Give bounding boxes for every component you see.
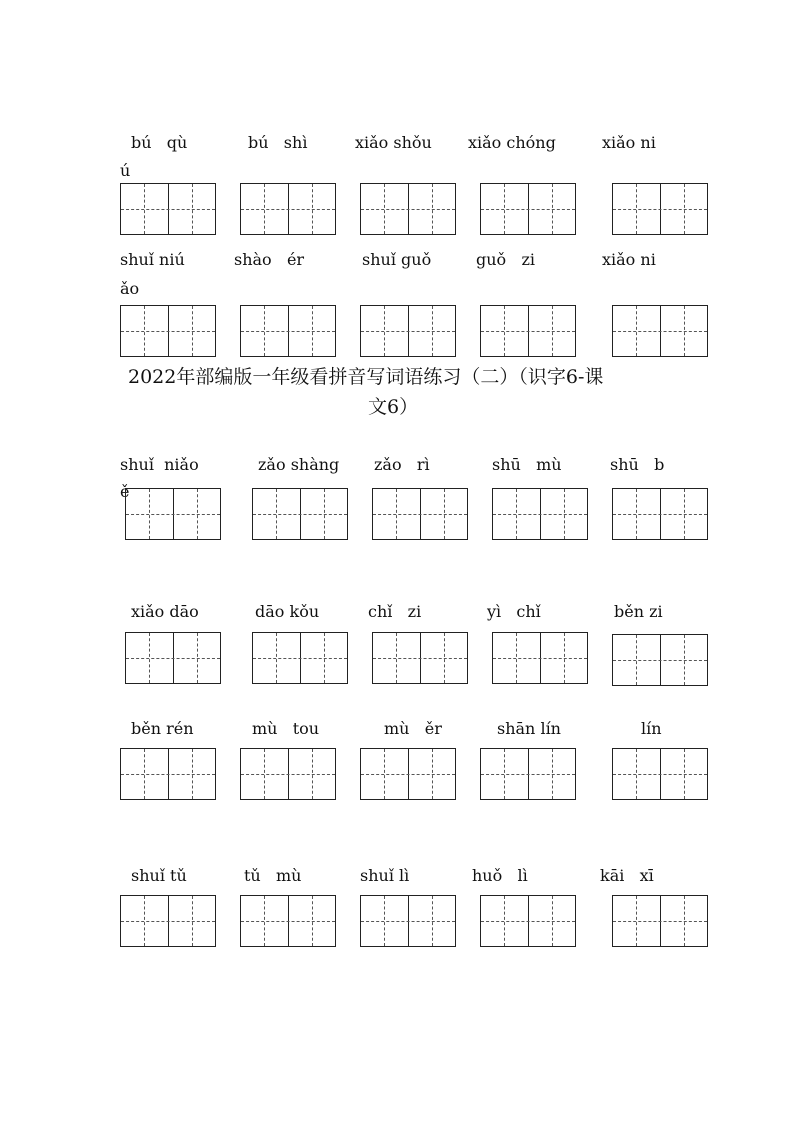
pinyin-wrap: ě bbox=[120, 482, 130, 501]
pinyin-label: mù tou bbox=[252, 719, 320, 738]
writing-box[interactable] bbox=[120, 305, 216, 357]
pinyin-label: dāo kǒu bbox=[255, 602, 320, 621]
writing-box[interactable] bbox=[480, 895, 576, 947]
pinyin-label: shān lín bbox=[497, 719, 561, 738]
pinyin-label: bú shì bbox=[248, 133, 308, 152]
pinyin-label: shuǐ niú bbox=[120, 250, 185, 269]
writing-box[interactable] bbox=[240, 895, 336, 947]
writing-box[interactable] bbox=[612, 488, 708, 540]
writing-box[interactable] bbox=[125, 632, 221, 684]
page-title-continued: 文6） bbox=[368, 396, 419, 418]
pinyin-label: shào ér bbox=[234, 250, 305, 269]
pinyin-label: běn rén bbox=[131, 719, 194, 738]
writing-box[interactable] bbox=[612, 183, 708, 235]
writing-box[interactable] bbox=[612, 895, 708, 947]
writing-box[interactable] bbox=[372, 488, 468, 540]
writing-box[interactable] bbox=[612, 634, 708, 686]
pinyin-label: yì chǐ bbox=[487, 602, 541, 621]
writing-box[interactable] bbox=[360, 183, 456, 235]
pinyin-label: mù ěr bbox=[384, 719, 442, 738]
writing-box[interactable] bbox=[125, 488, 221, 540]
pinyin-label: shū mù bbox=[492, 455, 562, 474]
writing-box[interactable] bbox=[372, 632, 468, 684]
pinyin-label: kāi xī bbox=[600, 866, 654, 885]
page-title: 2022年部编版一年级看拼音写词语练习（二）（识字6-课 bbox=[128, 366, 604, 388]
writing-box[interactable] bbox=[492, 488, 588, 540]
writing-box[interactable] bbox=[612, 305, 708, 357]
writing-box[interactable] bbox=[480, 183, 576, 235]
writing-box[interactable] bbox=[240, 748, 336, 800]
pinyin-label: shuǐ lì bbox=[360, 866, 410, 885]
pinyin-label: xiǎo dāo bbox=[131, 602, 199, 621]
writing-box[interactable] bbox=[360, 748, 456, 800]
writing-box[interactable] bbox=[120, 895, 216, 947]
writing-box[interactable] bbox=[252, 632, 348, 684]
pinyin-label: xiǎo ni bbox=[602, 133, 656, 152]
writing-box[interactable] bbox=[492, 632, 588, 684]
writing-box[interactable] bbox=[612, 748, 708, 800]
writing-box[interactable] bbox=[480, 305, 576, 357]
writing-box[interactable] bbox=[360, 895, 456, 947]
pinyin-label: chǐ zi bbox=[368, 602, 422, 621]
pinyin-label: xiǎo chóng bbox=[468, 133, 556, 152]
pinyin-wrap: ú bbox=[120, 161, 131, 180]
pinyin-label: huǒ lì bbox=[472, 866, 528, 885]
pinyin-label: zǎo rì bbox=[374, 455, 430, 474]
pinyin-label: shuǐ guǒ bbox=[362, 250, 432, 269]
pinyin-label: zǎo shàng bbox=[258, 455, 340, 474]
pinyin-label: xiǎo ni bbox=[602, 250, 656, 269]
pinyin-label: guǒ zi bbox=[476, 250, 535, 269]
pinyin-label: xiǎo shǒu bbox=[355, 133, 432, 152]
writing-box[interactable] bbox=[240, 183, 336, 235]
writing-box[interactable] bbox=[252, 488, 348, 540]
pinyin-label: lín bbox=[641, 719, 662, 738]
pinyin-label: shuǐ niǎo bbox=[120, 455, 199, 474]
writing-box[interactable] bbox=[480, 748, 576, 800]
pinyin-label: tǔ mù bbox=[244, 866, 302, 885]
pinyin-label: bú qù bbox=[131, 133, 188, 152]
pinyin-label: shū b bbox=[610, 455, 665, 474]
pinyin-label: běn zi bbox=[614, 602, 663, 621]
writing-box[interactable] bbox=[240, 305, 336, 357]
writing-box[interactable] bbox=[360, 305, 456, 357]
pinyin-label: shuǐ tǔ bbox=[131, 866, 187, 885]
writing-box[interactable] bbox=[120, 748, 216, 800]
writing-box[interactable] bbox=[120, 183, 216, 235]
pinyin-wrap: ǎo bbox=[120, 279, 140, 298]
